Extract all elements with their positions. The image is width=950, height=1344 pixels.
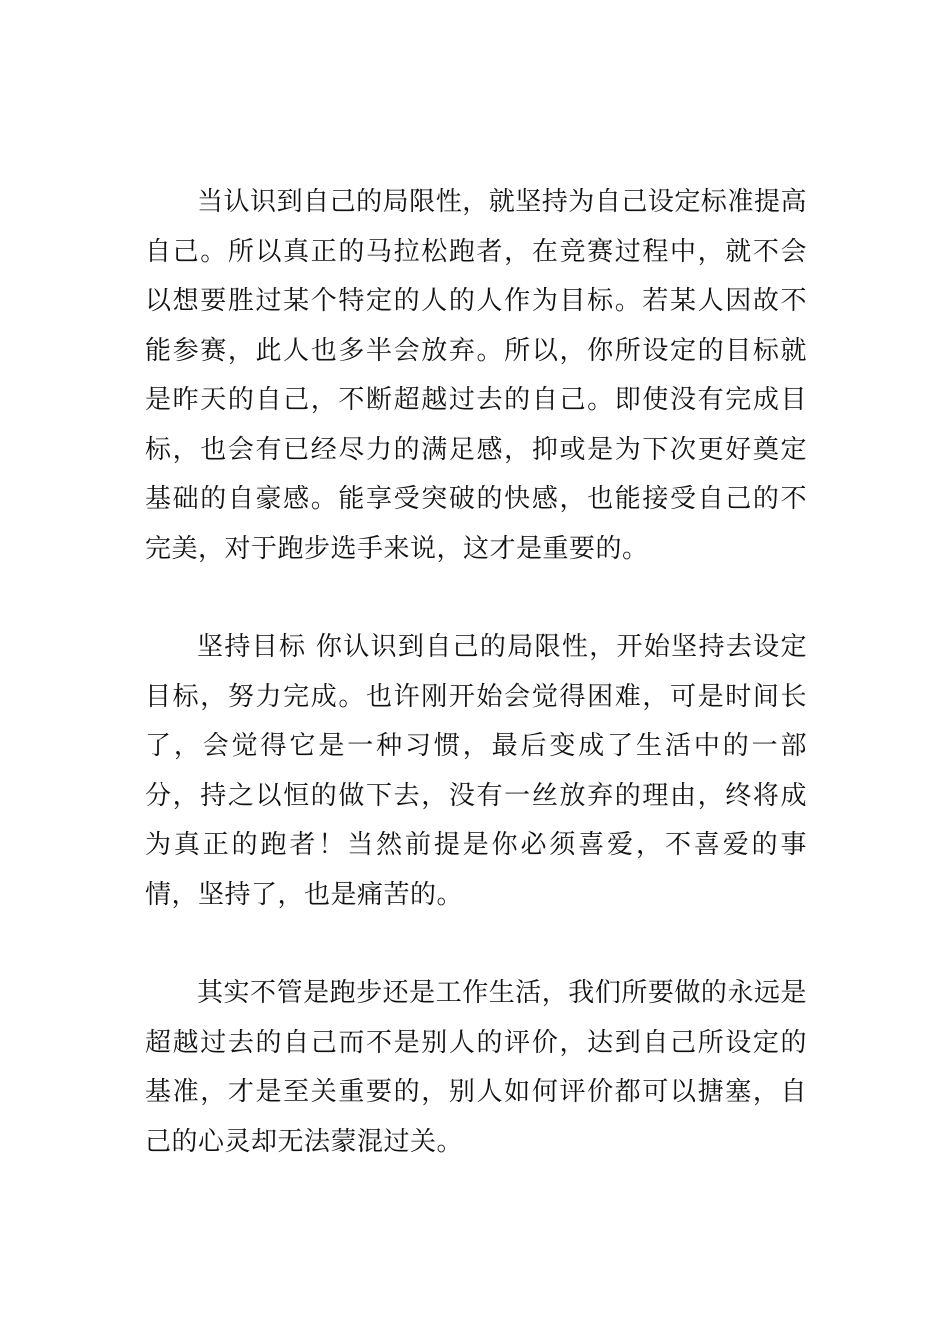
paragraph-2: 坚持目标 你认识到自己的局限性，开始坚持去设定目标，努力完成。也许刚开始会觉得困难，可是时间长了，会觉得它是一种习惯，最后变成了生活中的一部分，持之以恒的做下去，没有一丝放弃的理由，终将成为真正的跑者！当然前提是你必须喜爱，不喜爱的事情，坚持了，也是痛苦的。 bbox=[145, 632, 807, 910]
paragraph-1: 当认识到自己的局限性，就坚持为自己设定标准提高自己。所以真正的马拉松跑者，在竞赛过程中，就不会以想要胜过某个特定的人的人作为目标。若某人因故不能参赛，此人也多半会放弃。所以，你所设定的目标就是昨天的自己，不断超越过去的自己。即使没有完成目标，也会有已经尽力的满足感，抑或是为下次更好奠定基础的自豪感。能享受突破的快感，也能接受自己的不完美，对于跑步选手来说，这才是重要的。 bbox=[145, 187, 807, 564]
document-body bbox=[145, 178, 807, 1167]
paragraph-3: 其实不管是跑步还是工作生活，我们所要做的永远是超越过去的自己而不是别人的评价，达到自己所设定的基准，才是至关重要的，别人如何评价都可以搪塞，自己的心灵却无法蒙混过关。 bbox=[145, 978, 807, 1157]
